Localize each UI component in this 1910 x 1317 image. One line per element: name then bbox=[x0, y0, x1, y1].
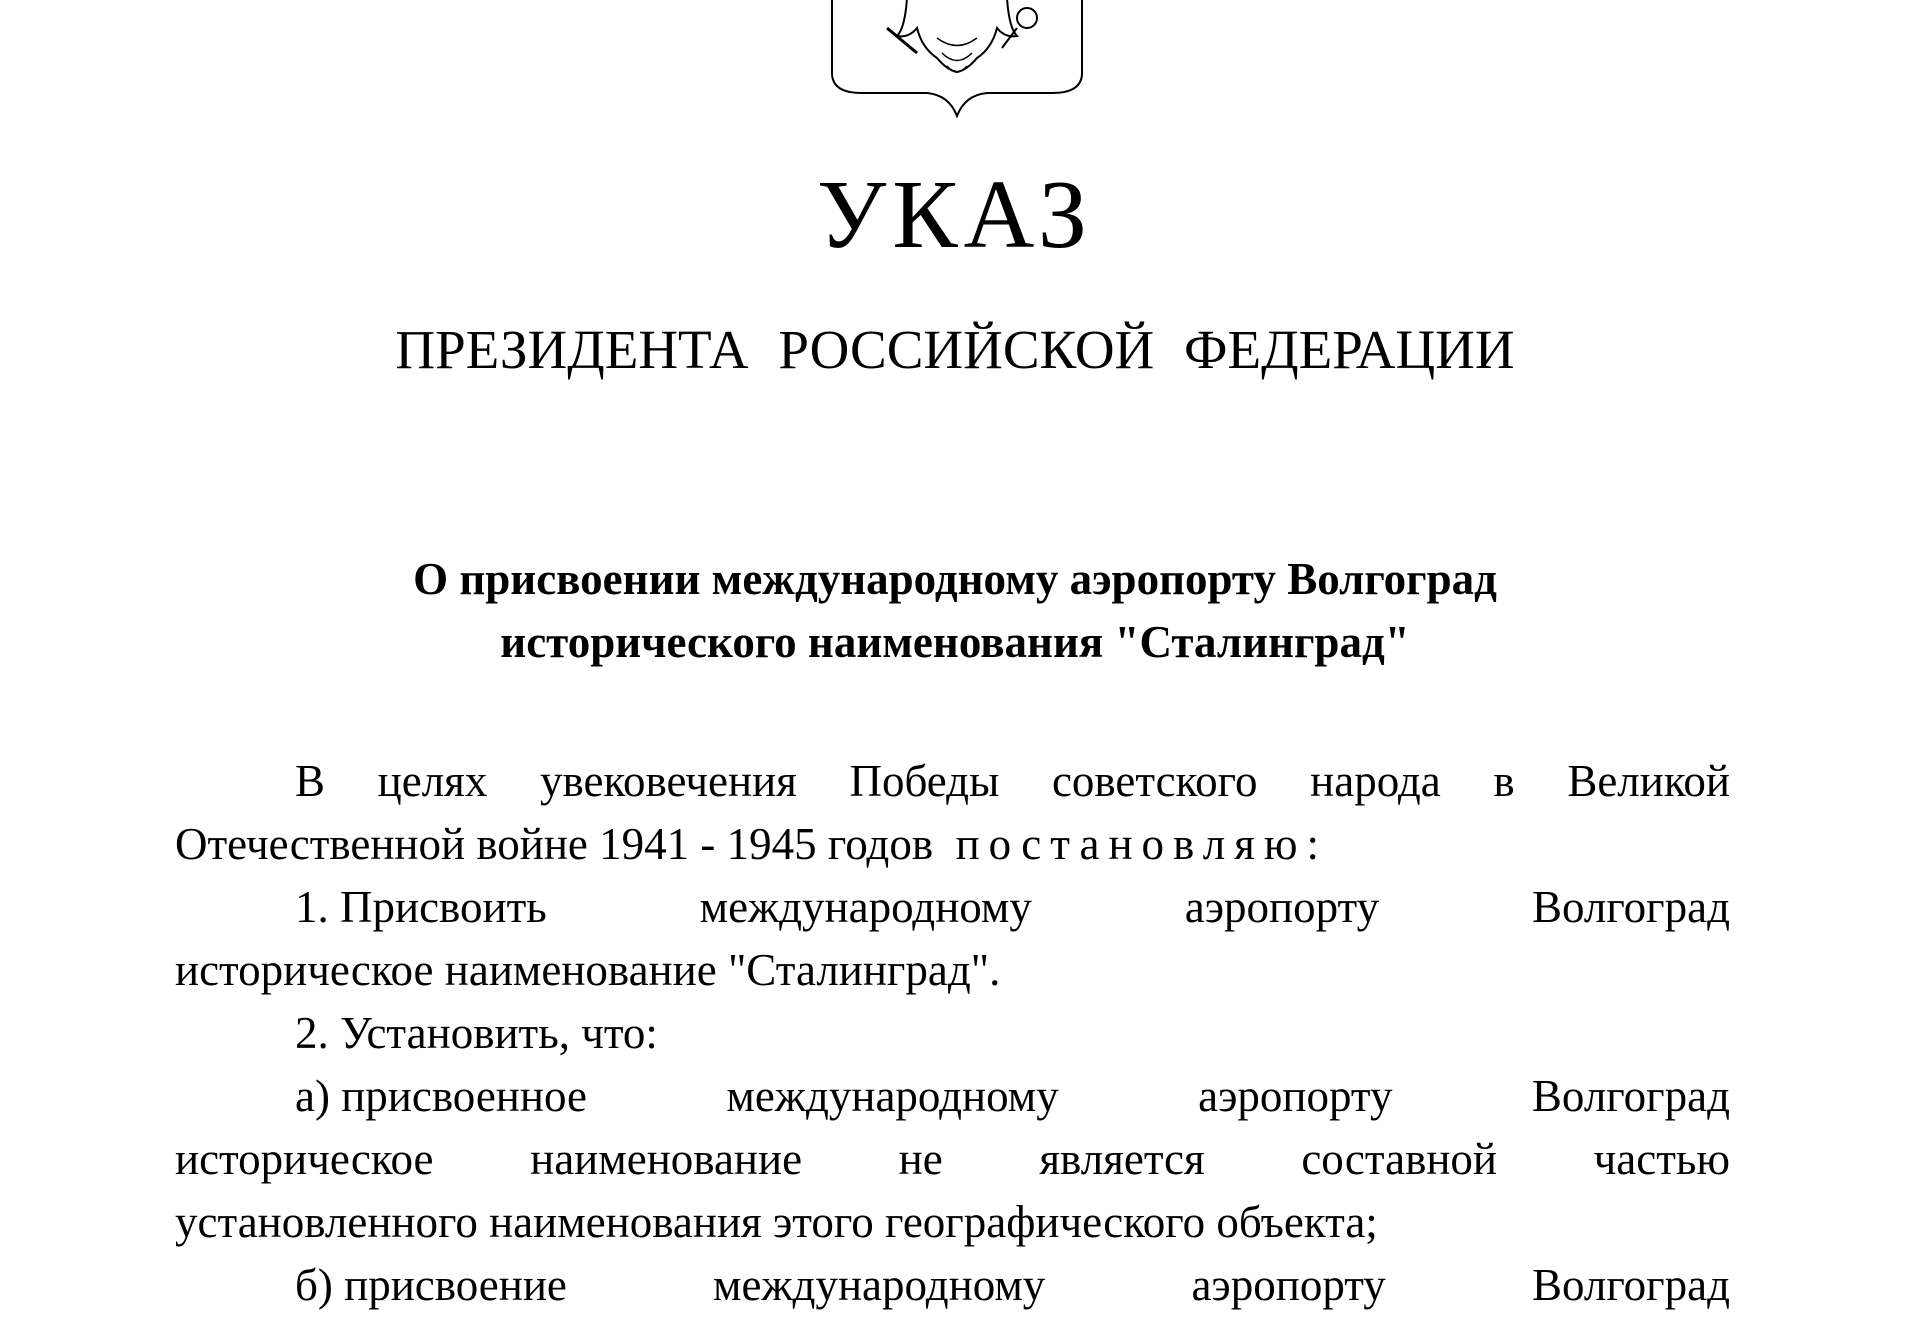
coat-of-arms-icon bbox=[827, 0, 1087, 118]
word: не bbox=[898, 1134, 943, 1184]
word: составной bbox=[1301, 1134, 1497, 1184]
word: является bbox=[1039, 1134, 1205, 1184]
document-subtitle: ПРЕЗИДЕНТА РОССИЙСКОЙ ФЕДЕРАЦИИ bbox=[395, 319, 1515, 380]
word: аэропорту bbox=[1198, 1071, 1393, 1121]
item-2: 2. Установить, что: bbox=[295, 1008, 658, 1058]
paragraph-1-text: Отечественной войне 1941 - 1945 годов bbox=[175, 819, 934, 869]
word: народа bbox=[1310, 756, 1441, 806]
item-2b-line-1 bbox=[175, 1254, 1730, 1317]
item-1-line-2: историческое наименование "Сталинград". bbox=[175, 945, 1001, 995]
heading-line-1: О присвоении международному аэропорту Волгоград bbox=[413, 554, 1497, 604]
word: Волгоград bbox=[1531, 882, 1730, 932]
word: увековечения bbox=[540, 756, 797, 806]
paragraph-1-line-2 bbox=[175, 813, 1730, 876]
word: частью bbox=[1593, 1134, 1730, 1184]
decree-heading bbox=[0, 548, 1910, 674]
word: б) присвоение bbox=[295, 1260, 567, 1310]
word: аэропорту bbox=[1191, 1260, 1386, 1310]
word: в bbox=[1493, 756, 1515, 806]
word: наименование bbox=[530, 1134, 803, 1184]
word: советского bbox=[1051, 756, 1258, 806]
word: Волгоград bbox=[1531, 1260, 1730, 1310]
decree-body bbox=[175, 750, 1730, 1317]
word: аэропорту bbox=[1184, 882, 1380, 932]
word: Великой bbox=[1567, 756, 1730, 806]
resolution-word: постановляю: bbox=[955, 819, 1328, 869]
item-1-line-1 bbox=[175, 876, 1730, 939]
item-2a-line-1 bbox=[175, 1065, 1730, 1128]
word: В bbox=[295, 756, 326, 806]
word: 1. Присвоить bbox=[295, 882, 547, 932]
item-2a-line-2 bbox=[175, 1128, 1730, 1191]
word: международному bbox=[713, 1260, 1046, 1310]
document-title: УКАЗ bbox=[816, 161, 1094, 269]
word: Волгоград bbox=[1531, 1071, 1730, 1121]
word: историческое bbox=[175, 1134, 434, 1184]
item-2a-line-3: установленного наименования этого географического объекта; bbox=[175, 1197, 1378, 1247]
word: а) присвоенное bbox=[295, 1071, 587, 1121]
word: международному bbox=[726, 1071, 1059, 1121]
word: целях bbox=[377, 756, 488, 806]
heading-line-2: исторического наименования "Сталинград" bbox=[500, 617, 1410, 667]
word: Победы bbox=[849, 756, 1000, 806]
word: международному bbox=[699, 882, 1032, 932]
paragraph-1-line-1 bbox=[175, 750, 1730, 813]
